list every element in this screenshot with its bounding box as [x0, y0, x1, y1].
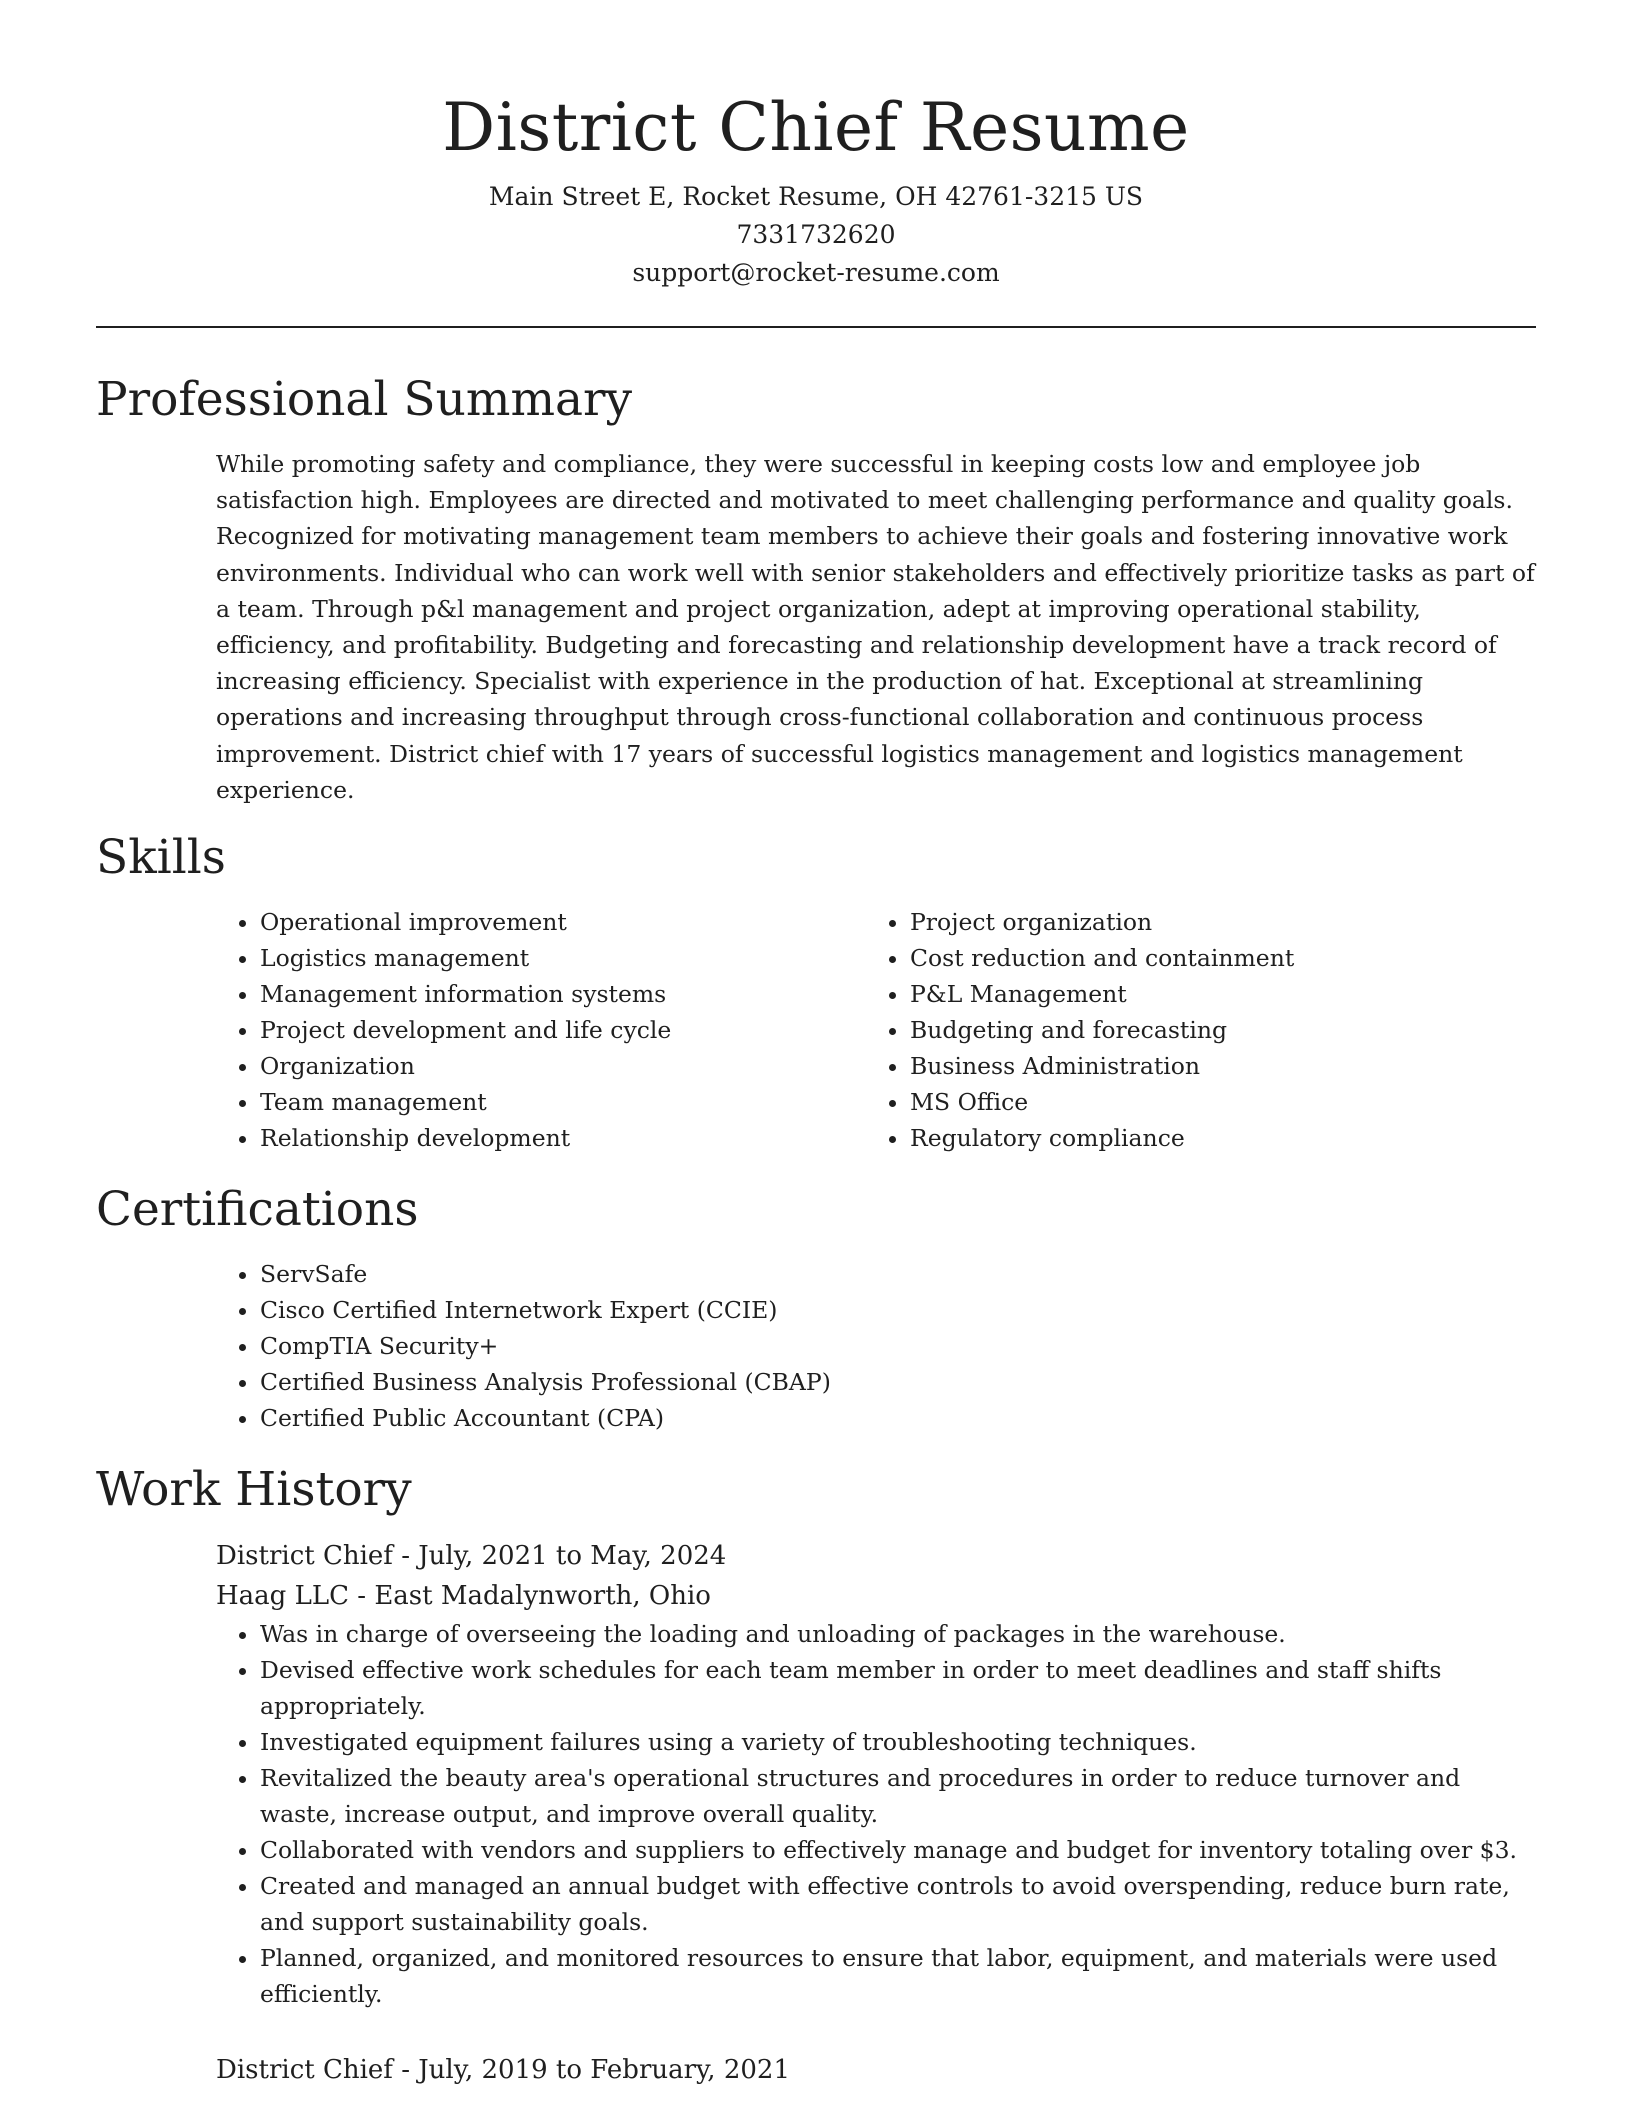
job-duty-item: • Devised effective work schedules for each team member in order to meet deadlines and staff shifts appropriately.	[260, 1652, 1536, 1724]
contact-block	[96, 178, 1536, 292]
job-role-dates: District Chief - July, 2019 to February, 2021	[216, 2055, 790, 2086]
certifications-section	[96, 1178, 1536, 1436]
contact-address: Main Street E, Rocket Resume, OH 42761-3215 US	[488, 182, 1144, 211]
skill-item: • Team management	[260, 1084, 866, 1120]
job-duty-item: • Investigated equipment failures using a variety of troubleshooting techniques.	[260, 1724, 1536, 1760]
work-history-section	[96, 1458, 1536, 2090]
certifications-container	[216, 1256, 1536, 1436]
work-history-heading: Work History	[96, 1462, 412, 1518]
skills-section	[96, 826, 1536, 1156]
skill-item: • Management information systems	[260, 976, 866, 1012]
job-duty-item: • Collaborated with vendors and suppliers to effectively manage and budget for inventory totaling over $3.	[260, 1832, 1536, 1868]
job-duties-list	[216, 1616, 1536, 2012]
summary-section	[96, 368, 1536, 808]
skill-item: • Relationship development	[260, 1120, 866, 1156]
skills-list-left	[216, 904, 866, 1156]
skill-item: • Project organization	[910, 904, 1516, 940]
skills-heading: Skills	[96, 830, 226, 886]
job-entry	[216, 1536, 1536, 2012]
skills-column-left	[216, 904, 866, 1156]
certification-item: • ServSafe	[260, 1256, 1536, 1292]
contact-phone: 7331732620	[736, 220, 896, 249]
skills-list-right	[866, 904, 1516, 1156]
skill-item: • Business Administration	[910, 1048, 1516, 1084]
skills-column-right	[866, 904, 1516, 1156]
jobs-container	[96, 1536, 1536, 2090]
skills-grid	[216, 904, 1536, 1156]
skill-item: • Operational improvement	[260, 904, 866, 940]
job-role-dates: District Chief - July, 2021 to May, 2024	[216, 1541, 727, 1572]
skill-item: • MS Office	[910, 1084, 1516, 1120]
skill-item: • Budgeting and forecasting	[910, 1012, 1516, 1048]
certification-item: • Certified Public Accountant (CPA)	[260, 1400, 1536, 1436]
certification-item: • CompTIA Security+	[260, 1328, 1536, 1364]
job-duty-item: • Revitalized the beauty area's operational structures and procedures in order to reduce turnover and waste, increase output, and improve overall quality.	[260, 1760, 1536, 1832]
certification-item: • Cisco Certified Internetwork Expert (CCIE)	[260, 1292, 1536, 1328]
certification-item: • Certified Business Analysis Professional (CBAP)	[260, 1364, 1536, 1400]
skill-item: • Logistics management	[260, 940, 866, 976]
skill-item: • Cost reduction and containment	[910, 940, 1516, 976]
skill-item: • Project development and life cycle	[260, 1012, 866, 1048]
job-duty-item: • Planned, organized, and monitored resources to ensure that labor, equipment, and materials were used efficiently.	[260, 1940, 1536, 2012]
skill-item: • Regulatory compliance	[910, 1120, 1516, 1156]
skill-item: • Organization	[260, 1048, 866, 1084]
certifications-list	[216, 1256, 1536, 1436]
summary-text: While promoting safety and compliance, they were successful in keeping costs low and employee job satisfaction high. Employees are directed and motivated to meet challenging performance and quality goals. Recognized for motivating management team members to achieve their goals and fostering innovative work environments. Individual who can work well with senior stakeholders and effectively prioritize tasks as part of a team. Through p&l management and project organization, adept at improving operational stability, efficiency, and profitability. Budgeting and forecasting and relationship development have a track record of increasing efficiency. Specialist with experience in the production of hat. Exceptional at streamlining operations and increasing throughput through cross-functional collaboration and continuous process improvement. District chief with 17 years of successful logistics management and logistics management experience.	[216, 450, 1535, 804]
job-entry	[216, 2050, 1536, 2090]
certifications-heading: Certifications	[96, 1182, 419, 1238]
summary-heading: Professional Summary	[96, 372, 633, 427]
header-divider	[96, 326, 1536, 328]
resume-header	[96, 0, 1536, 292]
job-duty-item: • Created and managed an annual budget with effective controls to avoid overspending, reduce burn rate, and support sustainability goals.	[260, 1868, 1536, 1940]
resume-page	[96, 0, 1536, 2090]
job-company-location: Haag LLC - East Madalynworth, Ohio	[216, 1581, 711, 1612]
resume-title: District Chief Resume	[442, 89, 1190, 166]
contact-email: support@rocket-resume.com	[632, 258, 1000, 287]
skill-item: • P&L Management	[910, 976, 1516, 1012]
job-duty-item: • Was in charge of overseeing the loading and unloading of packages in the warehouse.	[260, 1616, 1536, 1652]
